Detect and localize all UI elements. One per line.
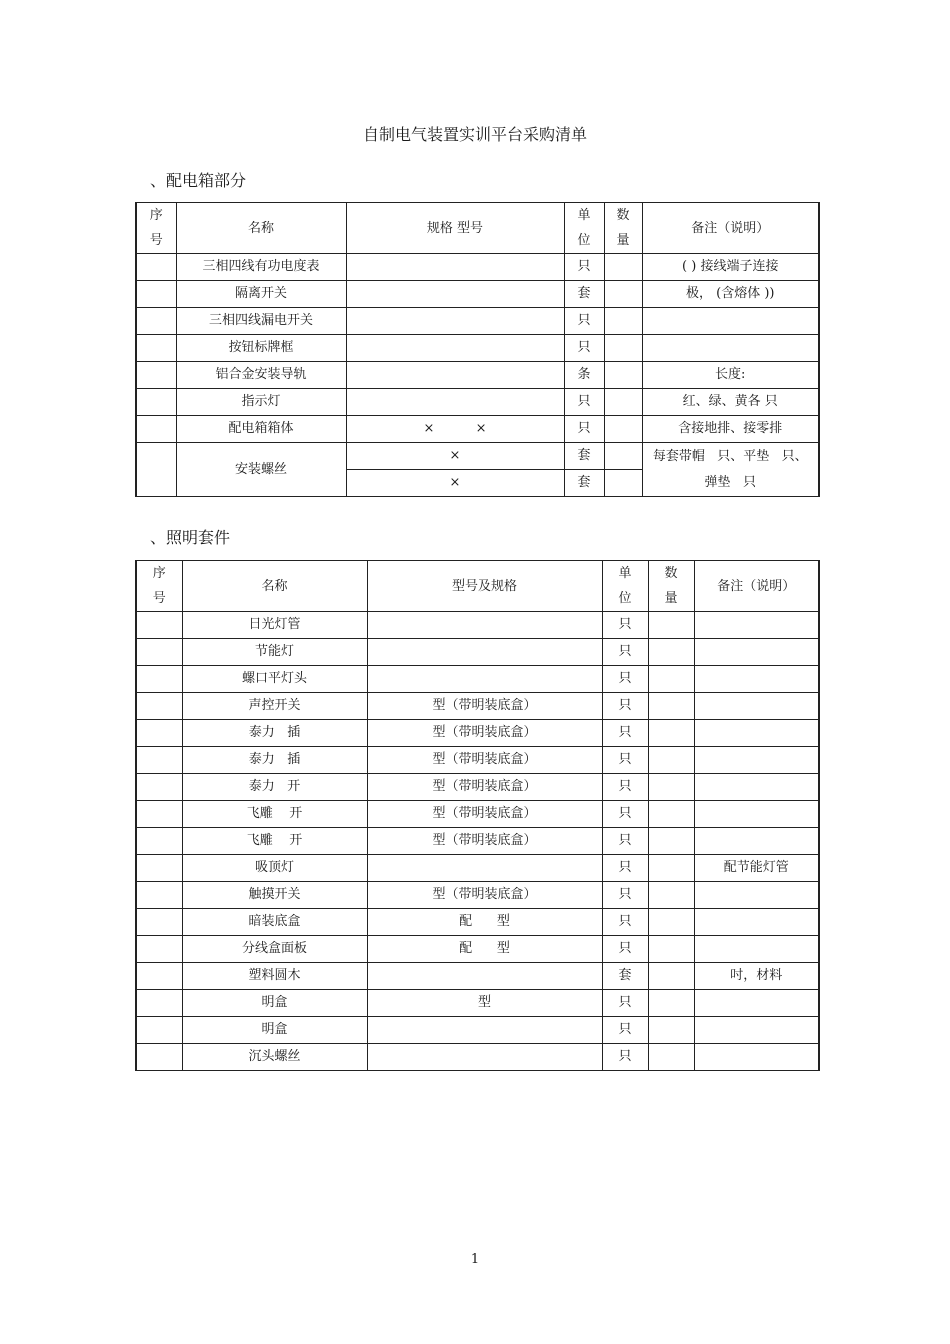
table-row	[136, 416, 819, 443]
item-spec	[367, 612, 602, 639]
item-remark: 红、绿、黄各 只	[642, 389, 819, 416]
item-remark	[694, 828, 819, 855]
item-remark: ( ) 接线端子连接	[642, 254, 819, 281]
item-name: 声控开关	[182, 693, 367, 720]
item-unit: 只	[602, 666, 648, 693]
item-unit: 只	[564, 308, 604, 335]
item-remark	[694, 1044, 819, 1071]
item-remark	[642, 308, 819, 335]
item-remark	[694, 936, 819, 963]
item-unit: 只	[602, 747, 648, 774]
table-row	[136, 1017, 819, 1044]
item-unit: 只	[602, 855, 648, 882]
item-spec: 型（带明装底盒）	[367, 774, 602, 801]
item-name: 分线盒面板	[182, 936, 367, 963]
header-spec: 型号及规格	[367, 561, 602, 612]
table-row	[136, 639, 819, 666]
item-unit: 只	[602, 882, 648, 909]
item-remark	[694, 801, 819, 828]
table-row	[136, 747, 819, 774]
item-remark	[694, 1017, 819, 1044]
item-unit: 只	[602, 720, 648, 747]
item-unit: 只	[602, 801, 648, 828]
item-spec	[346, 281, 564, 308]
item-spec: 型（带明装底盒）	[367, 747, 602, 774]
header-spec: 规格 型号	[346, 203, 564, 254]
item-spec	[346, 335, 564, 362]
section-heading-lighting-kit: 、照明套件	[150, 528, 231, 547]
item-unit: 只	[602, 693, 648, 720]
item-unit: 套	[564, 281, 604, 308]
table-row	[136, 362, 819, 389]
header-unit: 单 位	[564, 203, 604, 254]
item-remark	[694, 612, 819, 639]
item-name: 安装螺丝	[176, 443, 346, 497]
table-row	[136, 855, 819, 882]
table-row	[136, 693, 819, 720]
section-heading-distribution-box: 、配电箱部分	[150, 171, 247, 190]
page-number: 1	[470, 1252, 480, 1267]
item-unit: 只	[602, 1017, 648, 1044]
header-unit: 单 位	[602, 561, 648, 612]
lighting-kit-table	[135, 560, 820, 1071]
item-remark	[694, 882, 819, 909]
item-spec	[367, 855, 602, 882]
header-name: 名称	[176, 203, 346, 254]
table-row	[136, 335, 819, 362]
item-remark	[694, 909, 819, 936]
item-remark	[694, 747, 819, 774]
item-remark	[694, 693, 819, 720]
item-remark	[642, 335, 819, 362]
item-spec: ×	[346, 470, 564, 497]
table-row	[136, 882, 819, 909]
item-name: 隔离开关	[176, 281, 346, 308]
item-name: 泰力 开	[182, 774, 367, 801]
item-spec	[367, 666, 602, 693]
header-name: 名称	[182, 561, 367, 612]
item-name: 沉头螺丝	[182, 1044, 367, 1071]
item-spec: ×	[346, 443, 564, 470]
item-unit: 只	[564, 416, 604, 443]
table-row	[136, 666, 819, 693]
item-spec: × ×	[346, 416, 564, 443]
item-spec	[367, 1044, 602, 1071]
item-unit: 只	[602, 909, 648, 936]
table-row	[136, 936, 819, 963]
item-spec	[367, 963, 602, 990]
item-name: 指示灯	[176, 389, 346, 416]
header-qty: 数 量	[604, 203, 642, 254]
item-spec	[346, 389, 564, 416]
item-spec	[346, 254, 564, 281]
document-title: 自制电气装置实训平台采购清单	[362, 125, 587, 144]
table-row	[136, 1044, 819, 1071]
table-row	[136, 909, 819, 936]
item-name: 节能灯	[182, 639, 367, 666]
item-remark	[694, 666, 819, 693]
item-name: 塑料圆木	[182, 963, 367, 990]
item-name: 泰力 插	[182, 720, 367, 747]
item-spec: 型	[367, 990, 602, 1017]
item-unit: 只	[564, 254, 604, 281]
item-spec	[367, 639, 602, 666]
item-name: 飞雕 开	[182, 801, 367, 828]
header-qty: 数 量	[648, 561, 694, 612]
item-unit: 只	[602, 1044, 648, 1071]
item-unit: 只	[564, 335, 604, 362]
item-remark: 长度:	[642, 362, 819, 389]
table-row	[136, 254, 819, 281]
item-spec: 型（带明装底盒）	[367, 801, 602, 828]
item-remark	[694, 639, 819, 666]
item-name: 明盒	[182, 990, 367, 1017]
item-unit: 条	[564, 362, 604, 389]
item-name: 配电箱箱体	[176, 416, 346, 443]
item-spec	[367, 1017, 602, 1044]
item-name: 三相四线有功电度表	[176, 254, 346, 281]
item-unit: 套	[564, 443, 604, 470]
table-row	[136, 801, 819, 828]
item-unit: 只	[602, 612, 648, 639]
item-unit: 套	[602, 963, 648, 990]
item-name: 吸顶灯	[182, 855, 367, 882]
header-remark: 备注（说明）	[642, 203, 819, 254]
item-unit: 只	[602, 990, 648, 1017]
item-name: 泰力 插	[182, 747, 367, 774]
table-row	[136, 828, 819, 855]
item-name: 暗装底盒	[182, 909, 367, 936]
table-row	[136, 443, 819, 470]
table-row	[136, 963, 819, 990]
distribution-box-table	[135, 202, 820, 497]
header-seq: 序 号	[136, 561, 182, 612]
item-name: 螺口平灯头	[182, 666, 367, 693]
item-spec: 配 型	[367, 936, 602, 963]
item-remark	[694, 990, 819, 1017]
item-unit: 只	[602, 639, 648, 666]
item-spec: 型（带明装底盒）	[367, 693, 602, 720]
item-spec: 型（带明装底盒）	[367, 882, 602, 909]
item-remark: 极， (含熔体 ))	[642, 281, 819, 308]
item-name: 日光灯管	[182, 612, 367, 639]
item-remark: 含接地排、接零排	[642, 416, 819, 443]
item-unit: 只	[602, 774, 648, 801]
item-name: 三相四线漏电开关	[176, 308, 346, 335]
item-unit: 只	[602, 936, 648, 963]
item-spec: 型（带明装底盒）	[367, 828, 602, 855]
item-name: 触摸开关	[182, 882, 367, 909]
item-spec	[346, 362, 564, 389]
item-unit: 套	[564, 470, 604, 497]
table-row	[136, 720, 819, 747]
item-spec: 型（带明装底盒）	[367, 720, 602, 747]
item-remark: 每套带帽 只、平垫 只、 弹垫 只	[642, 443, 819, 497]
item-spec	[346, 308, 564, 335]
item-remark: 吋，材料	[694, 963, 819, 990]
header-seq: 序 号	[136, 203, 176, 254]
table-row	[136, 389, 819, 416]
item-name: 铝合金安装导轨	[176, 362, 346, 389]
table-row	[136, 990, 819, 1017]
table-row	[136, 281, 819, 308]
item-name: 飞雕 开	[182, 828, 367, 855]
item-spec: 配 型	[367, 909, 602, 936]
item-name: 按钮标牌框	[176, 335, 346, 362]
table-row	[136, 774, 819, 801]
item-remark: 配节能灯管	[694, 855, 819, 882]
item-remark	[694, 720, 819, 747]
table-row	[136, 308, 819, 335]
item-unit: 只	[564, 389, 604, 416]
table-row	[136, 612, 819, 639]
item-name: 明盒	[182, 1017, 367, 1044]
header-remark: 备注（说明）	[694, 561, 819, 612]
item-unit: 只	[602, 828, 648, 855]
item-remark	[694, 774, 819, 801]
